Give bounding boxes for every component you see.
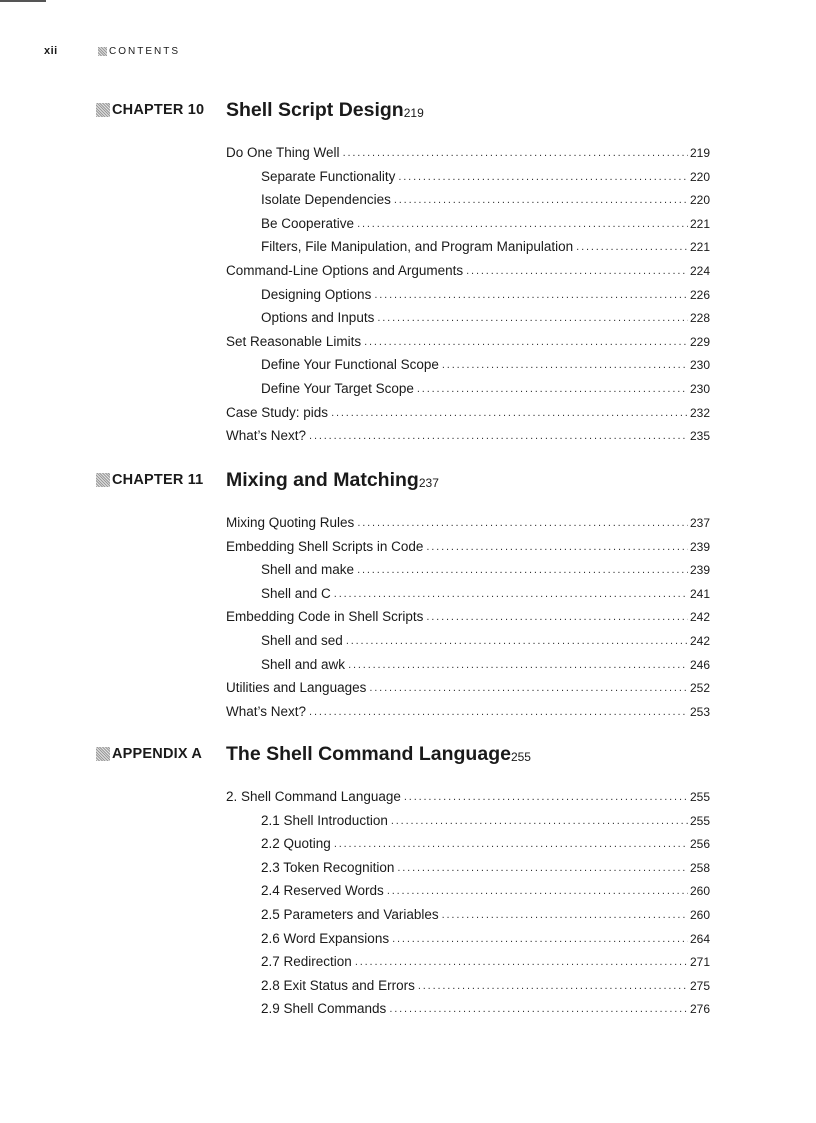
page-number: 226 — [689, 287, 710, 302]
entry-title: 2.3 Token Recognition — [261, 859, 395, 875]
dot-leader — [357, 516, 688, 530]
entry-title: 2.8 Exit Status and Errors — [261, 977, 415, 993]
entry-title: 2.2 Quoting — [261, 836, 331, 852]
dot-leader — [426, 540, 688, 554]
dot-leader — [442, 908, 688, 922]
toc-subsection-entry[interactable] — [261, 376, 710, 396]
toc-section-entry[interactable] — [226, 784, 710, 804]
page-number: 224 — [689, 264, 710, 278]
page-number: 260 — [689, 884, 710, 899]
toc-subsection-entry[interactable] — [261, 164, 710, 184]
dot-leader — [346, 634, 688, 648]
page-number: 255 — [689, 813, 710, 828]
toc-section-entry[interactable] — [226, 423, 710, 443]
toc-subsection-entry[interactable] — [261, 581, 710, 601]
page-number: 271 — [689, 955, 710, 970]
entry-title: Set Reasonable Limits — [226, 333, 362, 349]
entry-title: 2.7 Redirection — [261, 954, 352, 970]
page-number: 221 — [689, 216, 710, 231]
page-number: 260 — [689, 908, 710, 922]
entry-title: 2.9 Shell Commands — [261, 1001, 387, 1017]
toc-subsection-entry[interactable] — [261, 211, 710, 231]
toc-subsection-entry[interactable] — [261, 628, 710, 648]
toc-subsection-entry[interactable] — [261, 234, 710, 254]
dot-leader — [394, 193, 688, 207]
entry-title: 2.1 Shell Introduction — [261, 812, 388, 828]
toc-subsection-entry[interactable] — [261, 352, 710, 372]
toc-subsection-entry[interactable] — [261, 305, 710, 325]
dot-leader — [417, 382, 688, 396]
toc-subsection-entry[interactable] — [261, 878, 710, 898]
chapter-label — [96, 100, 204, 120]
page-number: 241 — [689, 586, 710, 601]
chapter-label — [96, 470, 203, 490]
hatch-ornament-icon — [96, 103, 110, 117]
page-number: 253 — [689, 704, 710, 719]
chapter-title: Shell Script Design — [226, 99, 404, 121]
toc-section-entry[interactable] — [226, 329, 710, 349]
entry-title: Mixing Quoting Rules — [226, 515, 355, 530]
dot-leader — [398, 170, 688, 184]
dot-leader — [334, 587, 688, 601]
toc-section-entry[interactable] — [226, 675, 710, 695]
dot-leader — [309, 705, 688, 719]
page-number: 252 — [689, 681, 710, 696]
entry-title: Define Your Functional Scope — [261, 357, 439, 373]
page-number: 264 — [689, 931, 710, 946]
page-number: 219 — [403, 106, 424, 120]
entry-title: Embedding Code in Shell Scripts — [226, 609, 424, 625]
entry-title: Isolate Dependencies — [261, 192, 391, 208]
page-number: 239 — [689, 563, 710, 578]
toc-subsection-entry[interactable] — [261, 557, 710, 577]
entry-title: Shell and C — [261, 585, 331, 601]
dot-leader — [397, 861, 688, 875]
entry-title: 2.4 Reserved Words — [261, 883, 384, 899]
entry-title: Shell and sed — [261, 633, 343, 648]
entry-title: Filters, File Manipulation, and Program Manipulation — [261, 239, 574, 255]
page-number: 246 — [689, 657, 710, 672]
entry-title: What’s Next? — [226, 703, 307, 719]
chapter-label — [96, 744, 202, 764]
dot-leader — [357, 217, 688, 231]
toc-subsection-entry[interactable] — [261, 902, 710, 922]
chapter-title-entry[interactable] — [226, 466, 710, 492]
entry-title: Command-Line Options and Arguments — [226, 263, 464, 278]
entry-title: Define Your Target Scope — [261, 381, 414, 396]
toc-section-entry[interactable] — [226, 699, 710, 719]
page-number: 242 — [689, 634, 710, 648]
entry-title: Embedding Shell Scripts in Code — [226, 538, 424, 554]
toc-subsection-entry[interactable] — [261, 949, 710, 969]
dot-leader — [348, 658, 688, 672]
entry-title: What’s Next? — [226, 428, 307, 444]
toc-section-entry[interactable] — [226, 534, 710, 554]
dot-leader — [466, 264, 688, 278]
page-folio: xii — [44, 45, 58, 57]
chapter-number: CHAPTER 11 — [112, 472, 204, 488]
page-number: 221 — [689, 240, 710, 255]
chapter-title-entry[interactable] — [226, 96, 710, 122]
dot-leader — [389, 1002, 688, 1016]
page-number: 232 — [689, 405, 710, 420]
page-number: 219 — [689, 146, 710, 160]
entry-title: Do One Thing Well — [226, 145, 340, 160]
page-number: 229 — [689, 334, 710, 349]
entry-title: Case Study: pids — [226, 404, 329, 420]
entry-title: 2.5 Parameters and Variables — [261, 907, 439, 922]
page-number: 239 — [689, 539, 710, 554]
toc-section-entry[interactable] — [226, 400, 710, 420]
dot-leader — [404, 790, 688, 804]
page-number: 256 — [689, 837, 710, 852]
page-number: 258 — [689, 860, 710, 875]
dot-leader — [343, 146, 688, 160]
entry-title: Utilities and Languages — [226, 680, 367, 696]
chapter-number: APPENDIX A — [112, 746, 203, 762]
toc-subsection-entry[interactable] — [261, 808, 710, 828]
page-number: 228 — [689, 311, 710, 326]
section-title: CONTENTS — [109, 45, 180, 57]
chapter-title: Mixing and Matching — [226, 469, 419, 491]
toc-subsection-entry[interactable] — [261, 973, 710, 993]
toc-subsection-entry[interactable] — [261, 282, 710, 302]
entry-title: 2. Shell Command Language — [226, 789, 401, 804]
dot-leader — [377, 311, 688, 325]
dot-leader — [576, 240, 688, 254]
dot-leader — [331, 406, 688, 420]
page-number: 220 — [689, 169, 710, 184]
dot-leader — [418, 979, 688, 993]
toc-subsection-entry[interactable] — [261, 926, 710, 946]
toc-subsection-entry[interactable] — [261, 831, 710, 851]
entry-title: Designing Options — [261, 286, 372, 302]
chapter-title: The Shell Command Language — [226, 743, 511, 765]
chapter-title-entry[interactable] — [226, 740, 710, 766]
page-number: 230 — [689, 382, 710, 396]
dot-leader — [364, 335, 688, 349]
entry-title: Shell and make — [261, 562, 355, 578]
toc-section-entry[interactable] — [226, 140, 710, 160]
dot-leader — [355, 955, 688, 969]
page-number: 275 — [689, 978, 710, 993]
toc-subsection-entry[interactable] — [261, 855, 710, 875]
toc-section-entry[interactable] — [226, 258, 710, 278]
dot-leader — [387, 884, 688, 898]
toc-subsection-entry[interactable] — [261, 652, 710, 672]
dot-leader — [442, 358, 688, 372]
toc-subsection-entry[interactable] — [261, 996, 710, 1016]
chapter-number: CHAPTER 10 — [112, 102, 205, 118]
page-number: 220 — [689, 193, 710, 208]
dot-leader — [392, 932, 688, 946]
dot-leader — [357, 563, 688, 577]
dot-leader — [369, 681, 688, 695]
hatch-ornament-icon — [96, 473, 110, 487]
entry-title: Be Cooperative — [261, 215, 355, 231]
dot-leader — [426, 610, 688, 624]
page-number: 235 — [689, 429, 710, 444]
page-number: 237 — [418, 476, 439, 490]
dot-leader — [309, 429, 688, 443]
entry-title: Shell and awk — [261, 656, 346, 672]
page-number: 230 — [689, 358, 710, 373]
page-number: 276 — [689, 1002, 710, 1017]
entry-title: Options and Inputs — [261, 310, 375, 326]
hatch-ornament-icon — [96, 747, 110, 761]
dot-leader — [374, 288, 688, 302]
dot-leader — [334, 837, 688, 851]
toc-section-entry[interactable] — [226, 510, 710, 530]
page-number: 255 — [689, 790, 710, 804]
dot-leader — [391, 814, 688, 828]
toc-subsection-entry[interactable] — [261, 187, 710, 207]
entry-title: Separate Functionality — [261, 168, 396, 184]
page-number: 242 — [689, 610, 710, 625]
page-number: 255 — [510, 750, 531, 764]
page-number: 237 — [689, 516, 710, 530]
toc-section-entry[interactable] — [226, 604, 710, 624]
entry-title: 2.6 Word Expansions — [261, 930, 390, 946]
